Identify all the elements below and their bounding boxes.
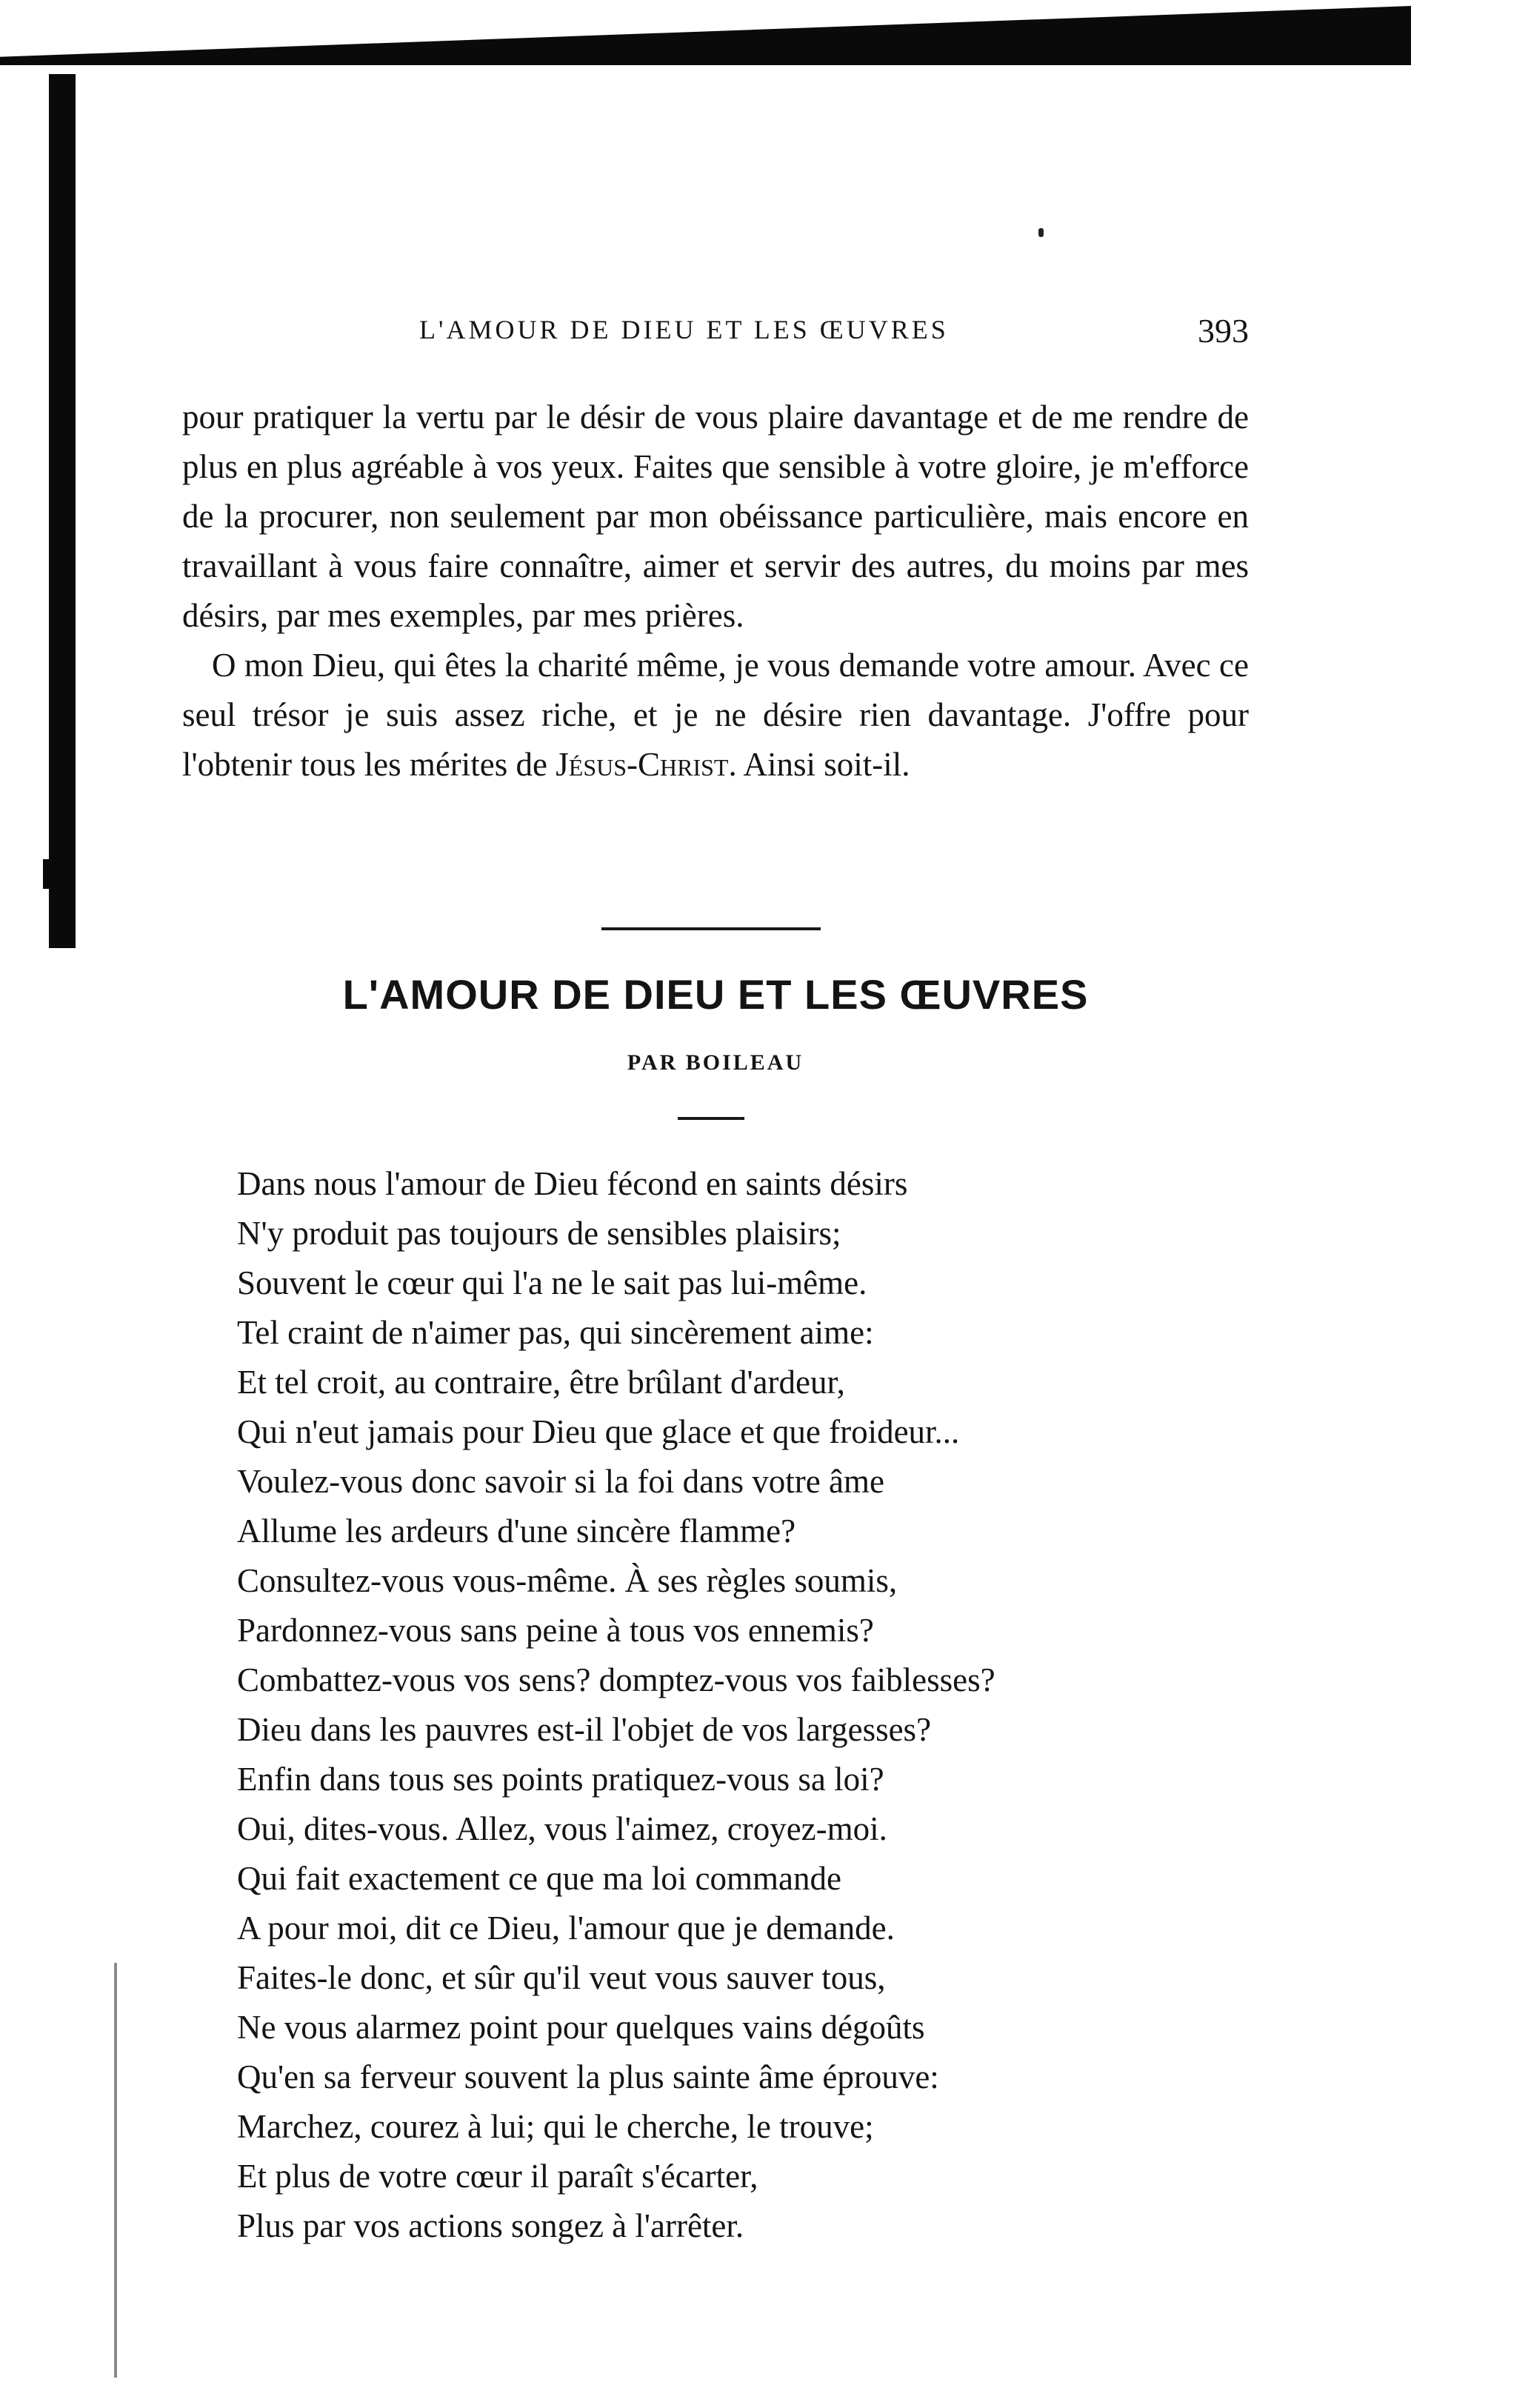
poem-line: Marchez, courez à lui; qui le cherche, le trouve; — [237, 2108, 874, 2145]
poem-line: Dans nous l'amour de Dieu fécond en saints désirs — [237, 1165, 908, 1202]
scan-border-tick — [43, 859, 50, 889]
scan-border-top — [0, 6, 1411, 65]
running-title: L'AMOUR DE DIEU ET LES ŒUVRES — [419, 315, 949, 344]
poem-line: Et tel croit, au contraire, être brûlant d'ardeur, — [237, 1364, 845, 1401]
poem-line: Qui n'eut jamais pour Dieu que glace et que froideur... — [237, 1413, 960, 1450]
poem-line: Et plus de votre cœur il paraît s'écarter, — [237, 2158, 758, 2195]
poem-line: Combattez-vous vos sens? domptez-vous vos faiblesses? — [237, 1661, 995, 1698]
poem-line: Enfin dans tous ses points pratiquez-vous sa loi? — [237, 1761, 884, 1798]
prose-paragraph-2-closing: Ainsi soit-il. — [736, 746, 910, 783]
scan-border-left — [49, 74, 76, 948]
prose-paragraph-2-text: O mon Dieu, qui êtes la charité même, je vous demande votre amour. Avec ce seul trésor je suis assez riche, et je ne désire rien davantage. J'offre pour l'obtenir tous les mérites de — [182, 647, 1249, 783]
page-number: 393 — [1198, 312, 1249, 350]
section-divider — [601, 927, 821, 930]
poem-line: Faites-le donc, et sûr qu'il veut vous sauver tous, — [237, 1959, 886, 1996]
poem-author: PAR BOILEAU — [627, 1050, 804, 1075]
poem-line: Consultez-vous vous-même. À ses règles soumis, — [237, 1562, 898, 1599]
poem-line: A pour moi, dit ce Dieu, l'amour que je demande. — [237, 1910, 895, 1947]
poem-line: Ne vous alarmez point pour quelques vains dégoûts — [237, 2009, 925, 2046]
poem-line: Souvent le cœur qui l'a ne le sait pas lui-même. — [237, 1264, 867, 1301]
poem-line: Pardonnez-vous sans peine à tous vos ennemis? — [237, 1612, 874, 1649]
poem-line: Tel craint de n'aimer pas, qui sincèrement aime: — [237, 1314, 874, 1351]
running-head — [182, 311, 1249, 356]
poem-line: Qui fait exactement ce que ma loi commande — [237, 1860, 841, 1897]
prose-paragraph-1: pour pratiquer la vertu par le désir de vous plaire davantage et de me rendre de plus en plus agréable à vos yeux. Faites que sensible à votre gloire, je m'efforce de la procurer, non seulement par mon obéissance particulière, mais encore en travaillant à vous faire connaître, aimer et servir des autres, du moins par mes désirs, par mes exemples, par mes prières. — [182, 398, 1249, 634]
poem-title: L'AMOUR DE DIEU ET LES ŒUVRES — [342, 971, 1089, 1018]
title-divider — [678, 1117, 744, 1120]
prose-name-jesus-christ: Jésus-Christ. — [556, 746, 737, 783]
poem-line: Qu'en sa ferveur souvent la plus sainte âme éprouve: — [237, 2058, 939, 2095]
ink-speck — [1038, 228, 1044, 237]
poem-line: Allume les ardeurs d'une sincère flamme? — [237, 1512, 796, 1550]
poem-line: Voulez-vous donc savoir si la foi dans votre âme — [237, 1463, 884, 1500]
poem-line: Plus par vos actions songez à l'arrêter. — [237, 2207, 744, 2244]
poem-line: Dieu dans les pauvres est-il l'objet de vos largesses? — [237, 1711, 932, 1748]
prose-block — [182, 393, 1249, 790]
poem-line: Oui, dites-vous. Allez, vous l'aimez, croyez-moi. — [237, 1810, 887, 1847]
prose-paragraph-2 — [182, 641, 1249, 790]
poem-line: N'y produit pas toujours de sensibles plaisirs; — [237, 1215, 841, 1252]
poem-body — [237, 1159, 1274, 2251]
scan-page-edge — [114, 1963, 117, 2378]
